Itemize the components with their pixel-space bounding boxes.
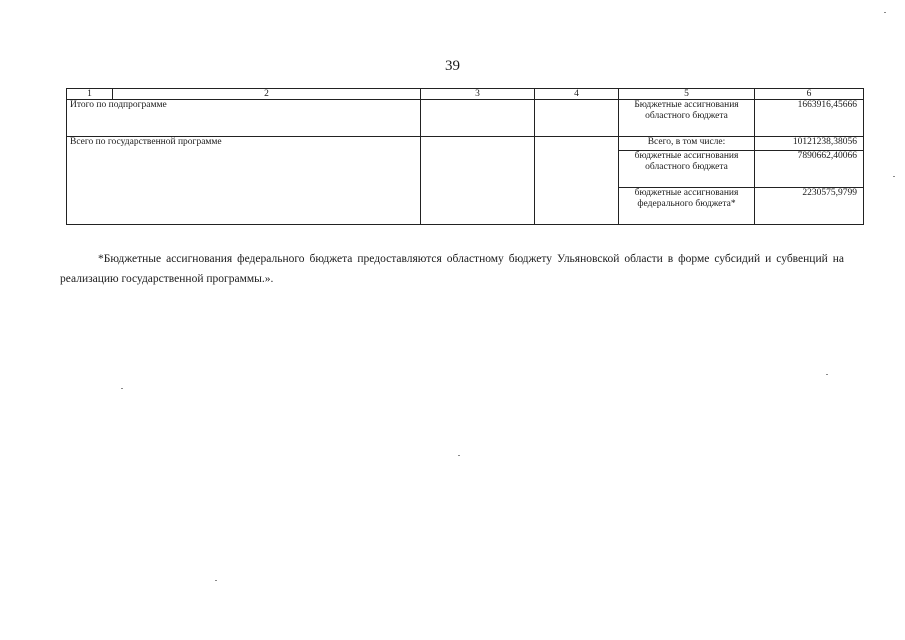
funding-source: бюджетные ассигнования областного бюджета <box>619 151 755 188</box>
footnote <box>60 249 844 289</box>
funding-source: бюджетные ассигнования федерального бюджета* <box>619 188 755 225</box>
scan-speck <box>826 374 828 375</box>
row-name: Всего по государственной программе <box>67 137 421 225</box>
scan-speck <box>215 580 217 581</box>
header-cell: 3 <box>421 89 535 100</box>
empty-cell <box>535 137 619 225</box>
header-cell: 4 <box>535 89 619 100</box>
funding-source: Всего, в том числе: <box>619 137 755 151</box>
header-cell: 5 <box>619 89 755 100</box>
amount: 7890662,40066 <box>755 151 864 188</box>
amount: 1663916,45666 <box>755 100 864 137</box>
empty-cell <box>421 100 535 137</box>
row-name: Итого по подпрограмме <box>67 100 421 137</box>
table-header-row <box>67 89 864 100</box>
header-cell: 6 <box>755 89 864 100</box>
table-row <box>67 100 864 137</box>
amount: 10121238,38056 <box>755 137 864 151</box>
funding-source: Бюджетные ассигнования областного бюджета <box>619 100 755 137</box>
header-cell: 2 <box>113 89 421 100</box>
footnote-text: *Бюджетные ассигнования федерального бюджета предоставляются областному бюджету Ульяновской области в форме субсидий и субвенций на реализацию государственной программы.». <box>60 253 844 285</box>
scan-speck <box>458 455 460 456</box>
amount: 2230575,9799 <box>755 188 864 225</box>
budget-table <box>66 88 864 225</box>
scan-speck <box>884 12 886 13</box>
scan-speck <box>893 176 895 177</box>
empty-cell <box>535 100 619 137</box>
empty-cell <box>421 137 535 225</box>
table-row <box>67 137 864 151</box>
header-cell: 1 <box>67 89 113 100</box>
page-number: 39 <box>445 58 460 74</box>
scan-speck <box>121 388 123 389</box>
